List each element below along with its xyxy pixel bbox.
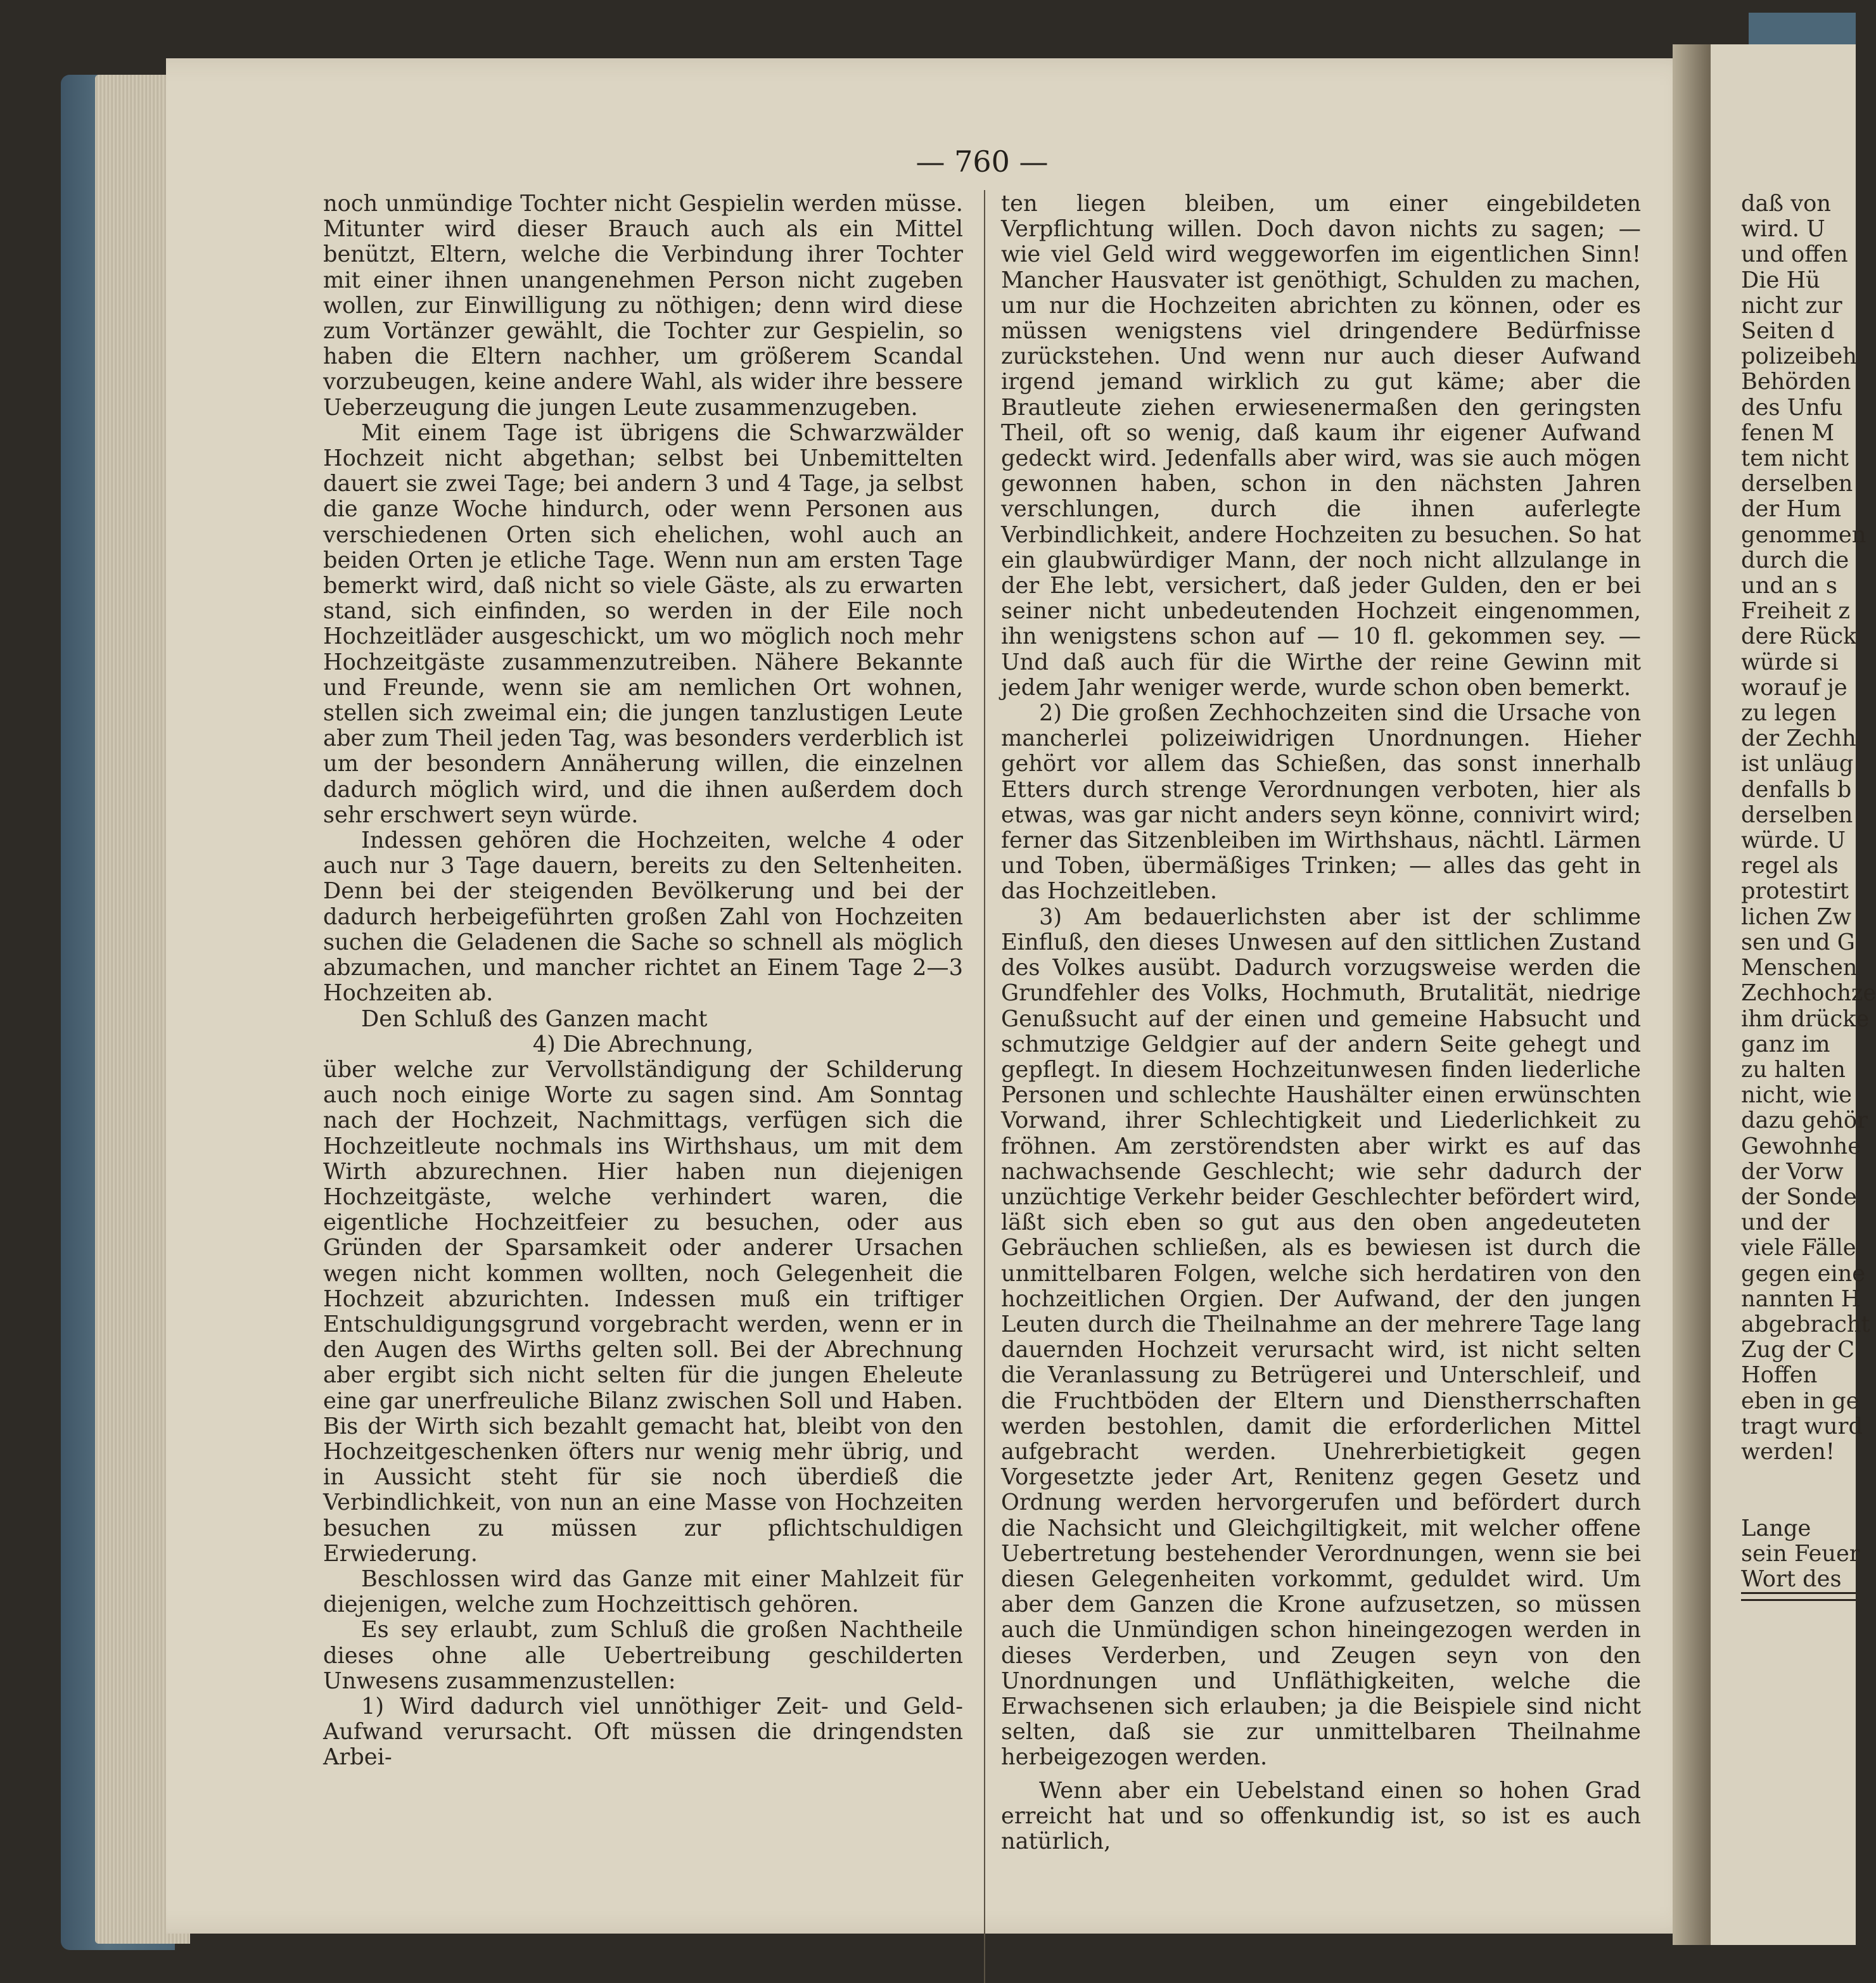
text-fragment xyxy=(1741,1465,1856,1490)
paragraph: 3) Am bedauerlichsten aber ist der schlimme Einfluß, den dieses Unwesen auf den sittlichen Zustand des Volkes ausübt. Dadurch vorzugsweise werden die Grundfehler des Volks, Hochmuth, Brutalität, niedrige Genußsucht auf der einen und gemeine Habsucht und schmutzige Geldgier auf der andern Seite gehegt und gepflegt. In diesem Hochzeitunwesen finden liederliche Personen und schlechte Haushälter einen erwünschten Vorwand, ihrer Schlechtigkeit und Liederlichkeit zu fröhnen. Am zerstörendsten aber wirkt es auf das nachwachsende Geschlecht; wie sehr dadurch der unzüchtige Verkehr beider Geschlechter befördert wird, läßt sich eben so gut aus den oben angedeuteten Gebräuchen schließen, als es bewiesen ist durch die unmittelbaren Folgen, welche sich herdatiren von den hochzeitlichen Orgien. Der Aufwand, der den jungen Leuten durch die Theilnahme an der mehrere Tage lang dauernden Hochzeit verursacht wird, ist nicht selten die Veranlassung zu Betrügerei und Unterschleif, und die Fruchtböden der Eltern und Dienstherrschaften werden bestohlen, damit die erforderlichen Mittel aufgebracht werden. Unehrerbietigkeit gegen Vorgesetzte jeder Art, Renitenz gegen Gesetz und Ordnung werden hervorgerufen und befördert durch die Nachsicht und Gleichgiltigkeit, mit welcher offene Uebertretung bestehender Verordnungen, wenn sie bei diesen Gelegenheiten vorkommt, geduldet wird. Um aber dem Ganzen die Krone aufzusetzen, so müssen auch die Unmündigen schon hineingezogen werden in dieses Verderben, und Zeugen seyn von den Unordnungen und Unfläthigkeiten, welche die Erwachsenen sich erlauben; ja die Beispiele sind nicht selten, daß sie zur unmittelbaren Theilnahme herbeigezogen werden. xyxy=(1001,903,1641,1771)
text-fragment: Menschen xyxy=(1741,955,1858,981)
text-fragment: ganz im xyxy=(1741,1031,1830,1057)
paragraph: über welche zur Vervollständigung der Schilderung auch noch einige Worte zu sagen sind. Am Sonntag nach der Hochzeit, Nachmittags, verfügen sich die Hochzeitleute nochmals ins Wirthshaus, um mit dem Wirth abzurechnen. Hier haben nun diejenigen Hochzeitgäste, welche verhindert waren, die eigentliche Hochzeitfeier zu besuchen, oder aus Gründen der Sparsamkeit oder anderer Ursachen wegen nicht kommen wollten, noch Gelegenheit die Hochzeit abzurichten. Indessen muß ein triftiger Entschuldigungsgrund vorgebracht werden, wenn er in den Augen des Wirths gelten soll. Bei der Abrechnung aber ergibt sich nicht selten für die jungen Eheleute eine gar unerfreuliche Bilanz zwischen Soll und Haben. Bis der Wirth sich bezahlt gemacht hat, bleibt von den Hochzeitgeschenken öfters nur wenig mehr übrig, und in Aussicht steht für sie noch überdieß die Verbindlichkeit, von nun an eine Masse von Hochzeiten besuchen zu müssen zur pflichtschuldigen Erwiederung. xyxy=(323,1056,963,1567)
text-fragment: regel als xyxy=(1741,853,1839,879)
text-fragment: Zug der C xyxy=(1741,1337,1855,1363)
text-fragment: wird. U xyxy=(1741,216,1825,243)
page-number: — 760 — xyxy=(916,144,1049,179)
paragraph: ten liegen bleiben, um einer eingebildeten Verpflichtung willen. Doch davon nichts zu sagen; — wie viel Geld wird weggeworfen im eigentlichen Sinn! Mancher Hausvater ist genöthigt, Schulden zu machen, um nur die Hochzeiten abrichten zu können, oder es müssen wenigstens viel dringendere Bedürfnisse zurückstehen. Und wenn nur auch dieser Aufwand irgend jemand wirklich zu gut käme; aber die Brautleute ziehen erwiesenermaßen den geringsten Theil, oft so wenig, daß kaum ihr eigener Aufwand gedeckt wird. Jedenfalls aber wird, was sie auch mögen gewonnen haben, schon in den nächsten Jahren verschlungen, durch die ihnen auferlegte Verbindlichkeit, andere Hochzeiten zu besuchen. So hat ein glaubwürdiger Mann, der noch nicht allzulange in der Ehe lebt, versichert, daß jeder Gulden, den er bei seiner nicht unbedeutenden Hochzeit eingenommen, ihn wenigstens schon auf — 10 fl. gekommen sey. — Und daß auch für die Wirthe der reine Gewinn mit jedem Jahr weniger werde, wurde schon oben bemerkt. xyxy=(1001,191,1641,701)
text-fragment: eben in ge xyxy=(1741,1387,1860,1414)
text-fragment: und der xyxy=(1741,1209,1830,1236)
right-page-text-fragments xyxy=(1741,191,1876,1592)
paragraph: Wenn aber ein Uebelstand einen so hohen Grad erreicht hat und so offenkundig ist, so ist es auch natürlich, xyxy=(1001,1777,1641,1854)
text-fragment: des Unfu xyxy=(1741,394,1843,421)
text-fragment: worauf je xyxy=(1741,674,1847,701)
text-fragment: Freiheit z xyxy=(1741,598,1850,625)
text-fragment: dazu gehör xyxy=(1741,1107,1868,1134)
text-fragment: viele Fälle xyxy=(1741,1235,1856,1261)
text-fragment: tem nicht xyxy=(1741,445,1849,472)
text-fragment: ihm drücke xyxy=(1741,1005,1870,1032)
text-fragment xyxy=(1741,1490,1856,1515)
text-fragment: durch die xyxy=(1741,547,1849,573)
text-fragment: Die Hü xyxy=(1741,267,1820,293)
text-fragment: Seiten d xyxy=(1741,318,1835,345)
text-fragment: polizeibeh xyxy=(1741,343,1857,370)
text-fragment: der Sonde xyxy=(1741,1183,1857,1210)
text-fragment: nicht zur xyxy=(1741,292,1842,319)
text-fragment: werden! xyxy=(1741,1438,1835,1465)
text-fragment: abgebracht xyxy=(1741,1311,1870,1337)
text-fragment: Gewohnhe xyxy=(1741,1133,1861,1159)
text-fragment: der Hum xyxy=(1741,496,1842,523)
text-fragment: Hoffen xyxy=(1741,1362,1818,1389)
paragraph: Es sey erlaubt, zum Schluß die großen Nachtheile dieses ohne alle Uebertreibung geschilderten Unwesens zusammenzustellen: xyxy=(323,1617,963,1694)
text-fragment: würde si xyxy=(1741,649,1839,675)
text-fragment: zu halten xyxy=(1741,1056,1846,1083)
paragraph: noch unmündige Tochter nicht Gespielin werden müsse. Mitunter wird dieser Brauch auch als ein Mittel benützt, Eltern, welche die Verbindung ihrer Tochter mit einer ihnen unangenehmen Person nicht zugeben wollen, zur Einwilligung zu nöthigen; denn wird diese zum Vortänzer gewählt, die Tochter zur Gespielin, so haben die Eltern nachher, um größerem Scandal vorzubeugen, keine andere Wahl, als wider ihre bessere Ueberzeugung die jungen Leute zusammenzugeben. xyxy=(323,191,963,421)
text-fragment: lichen Zw xyxy=(1741,903,1852,930)
text-fragment: fenen M xyxy=(1741,419,1835,446)
paragraph: Den Schluß des Ganzen macht xyxy=(361,1005,708,1032)
text-fragment: zu legen xyxy=(1741,700,1837,727)
paragraph: 1) Wird dadurch viel unnöthiger Zeit- und Geld-Aufwand verursacht. Oft müssen die dringendsten Arbei- xyxy=(323,1693,963,1771)
text-fragment: gegen eine xyxy=(1741,1260,1866,1287)
text-fragment: derselben xyxy=(1741,801,1853,828)
column-divider xyxy=(984,190,985,1983)
paragraph: 4) Die Abrechnung, xyxy=(532,1031,754,1057)
left-text-column xyxy=(323,191,963,1771)
text-fragment: würde. U xyxy=(1741,827,1846,854)
text-fragment: der Zechh xyxy=(1741,725,1856,752)
paragraph: Indessen gehören die Hochzeiten, welche 4 oder auch nur 3 Tage dauern, bereits zu den Seltenheiten. Denn bei der steigenden Bevölkerung und bei der dadurch herbeigeführten großen Zahl von Hochzeiten suchen die Geladenen die Sache so schnell als möglich abzumachen, und mancher richtet an Einem Tage 2—3 Hochzeiten ab. xyxy=(323,827,963,1007)
book-cover-edge xyxy=(1749,13,1856,44)
text-fragment: nicht, wie xyxy=(1741,1082,1852,1109)
paragraph: 2) Die großen Zechhochzeiten sind die Ursache von mancherlei polizeiwidrigen Unordnungen. Hieher gehört vor allem das Schießen, das sonst innerhalb Etters durch strenge Verordnungen verboten, hier als etwas, was gar nicht anders seyn könne, connivirt wird; ferner das Sitzenbleiben im Wirthshaus, nächtl. Lärmen und Toben, übermäßiges Trinken; — alles das geht in das Hochzeitleben. xyxy=(1001,700,1641,905)
text-fragment: Behörden xyxy=(1741,369,1851,395)
text-fragment: und an s xyxy=(1741,573,1837,599)
text-fragment: und offen xyxy=(1741,241,1848,268)
text-fragment: tragt wurd xyxy=(1741,1413,1863,1439)
paragraph: Beschlossen wird das Ganze mit einer Mahlzeit für diejenigen, welche zum Hochzeittisch gehören. xyxy=(323,1565,963,1618)
text-fragment: der Vorw xyxy=(1741,1158,1844,1185)
middle-text-column xyxy=(1001,191,1641,1854)
section-double-rule xyxy=(1741,1592,1856,1601)
paragraph: Mit einem Tage ist übrigens die Schwarzwälder Hochzeit nicht abgethan; selbst bei Unbemittelten dauert sie zwei Tage; bei andern 3 und 4 Tage, ja selbst die ganze Woche hindurch, oder wenn Personen aus verschiedenen Orten sich ehelichen, wohl auch an beiden Orten je etliche Tage. Wenn nun am ersten Tage bemerkt wird, daß nicht so viele Gäste, als zu erwarten stand, sich einfinden, so werden in der Eile noch Hochzeitläder ausgeschickt, um wo möglich noch mehr Hochzeitgäste zusammenzutreiben. Nähere Bekannte und Freunde, wenn sie am nemlichen Ort wohnen, stellen sich zweimal ein; die jungen tanzlustigen Leute aber zum Theil jeden Tag, was besonders verderblich ist um der besondern Annäherung willen, die einzelnen dadurch möglich wird, und die ihnen außerdem doch sehr erschwert seyn würde. xyxy=(323,419,963,828)
text-fragment: protestirt xyxy=(1741,878,1849,905)
text-fragment: Wort des xyxy=(1741,1565,1842,1592)
text-fragment: Lange xyxy=(1741,1515,1811,1541)
text-fragment: genommen xyxy=(1741,521,1866,548)
text-fragment: sein Feuer xyxy=(1741,1540,1860,1567)
text-fragment: ist unläug xyxy=(1741,751,1854,777)
text-fragment: daß von xyxy=(1741,191,1831,217)
text-fragment: sen und G xyxy=(1741,929,1855,955)
text-fragment: nannten H xyxy=(1741,1285,1861,1312)
text-fragment: denfalls b xyxy=(1741,776,1852,803)
text-fragment: Zechhochze xyxy=(1741,980,1876,1007)
text-fragment: dere Rück xyxy=(1741,623,1857,650)
text-fragment: derselben xyxy=(1741,471,1853,497)
